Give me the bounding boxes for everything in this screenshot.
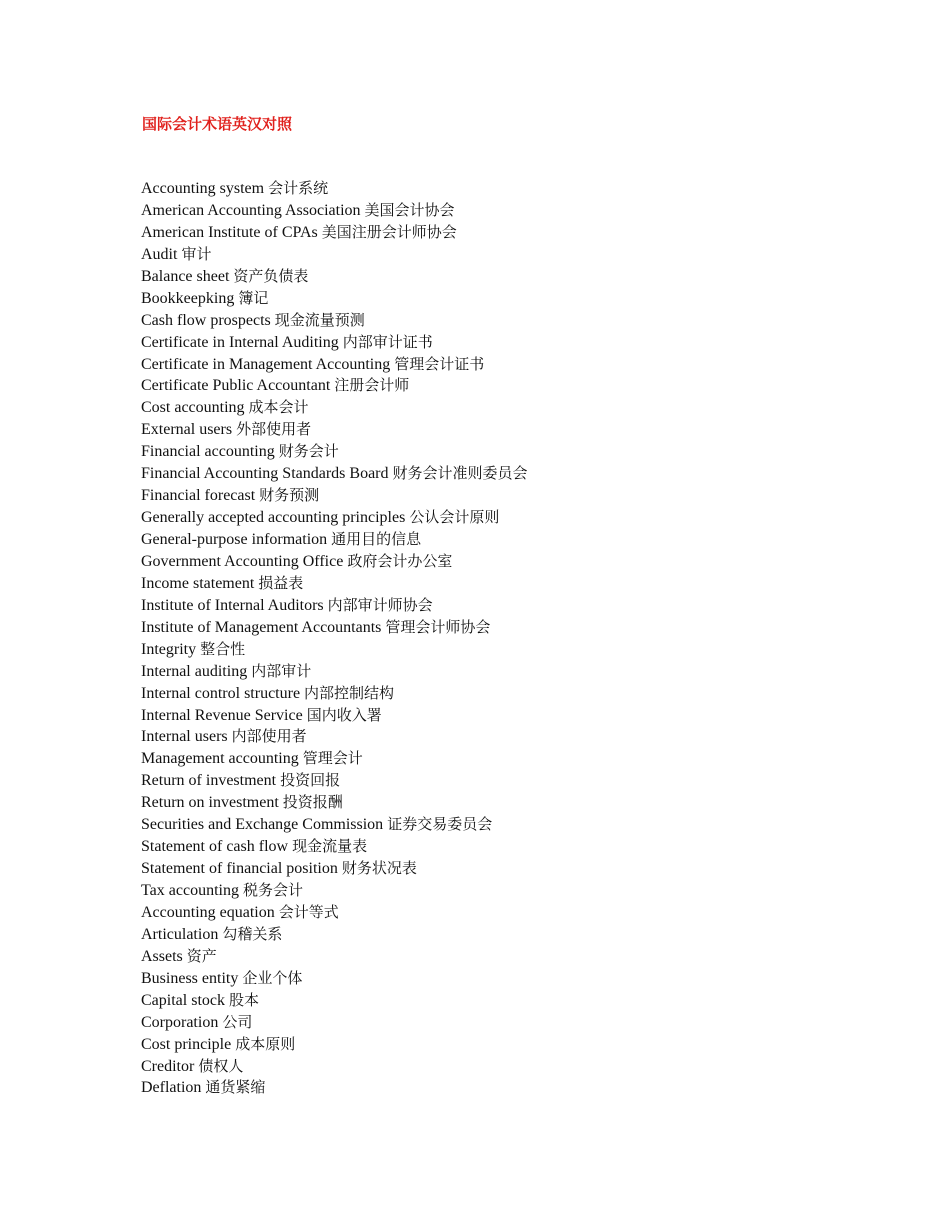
term-chinese: 美国注册会计师协会: [321, 222, 457, 241]
glossary-entry: [141, 529, 528, 551]
term-chinese: 投资报酬: [282, 793, 343, 812]
glossary-entry: [141, 617, 528, 639]
term-chinese: 公司: [222, 1012, 253, 1031]
term-chinese: 管理会计: [302, 749, 363, 768]
term-english: Bookkeepking: [141, 289, 235, 307]
term-english: Institute of Management Accountants: [141, 618, 382, 636]
glossary-entry: [141, 1034, 528, 1056]
term-english: Audit: [141, 245, 178, 263]
glossary-entry: [141, 968, 528, 990]
glossary-entry: [141, 705, 528, 727]
term-english: Integrity: [141, 640, 197, 658]
glossary-entry: [141, 1077, 528, 1099]
term-english: Creditor: [141, 1057, 195, 1075]
term-english: Internal Revenue Service: [141, 706, 303, 724]
term-english: Internal auditing: [141, 662, 248, 680]
term-chinese: 管理会计证书: [394, 354, 485, 373]
glossary-entry: [141, 946, 528, 968]
glossary-entry: [141, 200, 528, 222]
term-english: Corporation: [141, 1013, 219, 1031]
glossary-entry: [141, 726, 528, 748]
term-chinese: 簿记: [238, 288, 269, 307]
term-chinese: 内部审计师协会: [327, 595, 433, 614]
term-chinese: 审计: [181, 244, 212, 263]
term-chinese: 企业个体: [242, 968, 303, 987]
term-english: Capital stock: [141, 991, 225, 1009]
glossary-entry: [141, 310, 528, 332]
term-chinese: 成本原则: [235, 1034, 296, 1053]
glossary-entry: [141, 244, 528, 266]
term-chinese: 会计等式: [278, 902, 339, 921]
term-english: Return of investment: [141, 772, 277, 790]
term-english: Deflation: [141, 1079, 202, 1097]
term-english: Certificate in Internal Auditing: [141, 333, 339, 351]
term-chinese: 股本: [228, 990, 259, 1009]
glossary-entry: [141, 924, 528, 946]
term-english: Business entity: [141, 969, 239, 987]
glossary-entry: [141, 1012, 528, 1034]
term-chinese: 通货紧缩: [205, 1078, 266, 1097]
glossary-entry: [141, 770, 528, 792]
glossary-entry: [141, 836, 528, 858]
term-english: Tax accounting: [141, 882, 239, 899]
glossary-entry: [141, 354, 528, 376]
glossary-entry: [141, 792, 528, 814]
term-chinese: 内部控制结构: [304, 683, 395, 702]
term-english: Accounting system: [141, 180, 265, 197]
term-english: Internal control structure: [141, 684, 301, 702]
term-chinese: 投资回报: [280, 771, 341, 790]
term-chinese: 注册会计师: [334, 376, 410, 395]
term-chinese: 公认会计原则: [409, 508, 500, 527]
term-english: Generally accepted accounting principles: [141, 509, 406, 527]
term-english: Assets: [141, 947, 183, 965]
glossary-entry: [141, 902, 528, 924]
term-chinese: 整合性: [200, 639, 246, 658]
term-english: Cost principle: [141, 1035, 232, 1053]
term-english: American Accounting Association: [141, 201, 361, 219]
term-english: Accounting equation: [141, 903, 275, 921]
term-english: Financial forecast: [141, 487, 256, 505]
term-chinese: 国内收入署: [306, 705, 382, 724]
term-chinese: 资产负债表: [233, 266, 309, 285]
term-chinese: 财务状况表: [341, 859, 417, 878]
glossary-entry: [141, 814, 528, 836]
term-chinese: 通用目的信息: [331, 530, 422, 548]
term-chinese: 勾稽关系: [222, 924, 283, 943]
glossary-entry: [141, 858, 528, 880]
term-english: Financial Accounting Standards Board: [141, 465, 389, 483]
term-chinese: 资产: [186, 946, 217, 965]
term-chinese: 财务会计: [278, 442, 339, 461]
term-english: Government Accounting Office: [141, 552, 344, 570]
term-english: External users: [141, 421, 233, 439]
term-chinese: 损益表: [258, 573, 304, 592]
term-english: General-purpose information: [141, 531, 328, 548]
glossary-entry: [141, 463, 528, 485]
glossary-entry: [141, 683, 528, 705]
document-title: 国际会计术语英汉对照: [142, 115, 293, 133]
term-english: Management accounting: [141, 750, 299, 768]
term-chinese: 内部审计: [251, 661, 312, 680]
term-english: Internal users: [141, 728, 228, 746]
glossary-entry: [141, 419, 528, 441]
term-chinese: 管理会计师协会: [385, 617, 491, 636]
glossary-entry: [141, 397, 528, 419]
glossary-entry: [141, 551, 528, 573]
glossary-entry: [141, 1056, 528, 1078]
term-english: Securities and Exchange Commission: [141, 816, 384, 834]
term-english: American Institute of CPAs: [141, 223, 318, 241]
glossary-entry: [141, 595, 528, 617]
glossary-entry: [141, 178, 528, 200]
glossary-entry: [141, 375, 528, 397]
term-english: Certificate in Management Accounting: [141, 355, 391, 373]
glossary-entry: [141, 573, 528, 595]
term-chinese: 财务会计准则委员会: [392, 464, 528, 483]
glossary-entry: [141, 990, 528, 1012]
term-english: Statement of cash flow: [141, 838, 289, 856]
term-english: Cash flow prospects: [141, 311, 271, 329]
term-chinese: 证券交易委员会: [387, 815, 493, 834]
term-english: Statement of financial position: [141, 860, 338, 878]
term-chinese: 会计系统: [268, 179, 329, 197]
term-english: Return on investment: [141, 794, 279, 812]
term-chinese: 内部审计证书: [342, 332, 433, 351]
term-english: Income statement: [141, 574, 255, 592]
glossary-entry: [141, 222, 528, 244]
term-chinese: 美国会计协会: [364, 200, 455, 219]
term-english: Articulation: [141, 925, 219, 943]
glossary-term-list: [141, 178, 528, 1099]
term-chinese: 财务预测: [259, 486, 320, 505]
term-chinese: 外部使用者: [236, 420, 312, 439]
glossary-entry: [141, 485, 528, 507]
glossary-entry: [141, 288, 528, 310]
glossary-entry: [141, 880, 528, 902]
glossary-entry: [141, 441, 528, 463]
term-english: Certificate Public Accountant: [141, 377, 331, 395]
glossary-entry: [141, 639, 528, 661]
term-chinese: 税务会计: [242, 881, 303, 899]
glossary-entry: [141, 661, 528, 683]
term-chinese: 现金流量预测: [274, 310, 365, 329]
glossary-entry: [141, 332, 528, 354]
term-english: Financial accounting: [141, 443, 275, 461]
glossary-entry: [141, 748, 528, 770]
term-chinese: 政府会计办公室: [347, 551, 453, 570]
term-english: Balance sheet: [141, 267, 230, 285]
term-chinese: 成本会计: [248, 398, 309, 417]
term-chinese: 债权人: [198, 1056, 244, 1075]
glossary-entry: [141, 266, 528, 288]
term-chinese: 内部使用者: [231, 727, 307, 746]
term-chinese: 现金流量表: [292, 837, 368, 856]
term-english: Cost accounting: [141, 399, 245, 417]
glossary-entry: [141, 507, 528, 529]
term-english: Institute of Internal Auditors: [141, 596, 324, 614]
